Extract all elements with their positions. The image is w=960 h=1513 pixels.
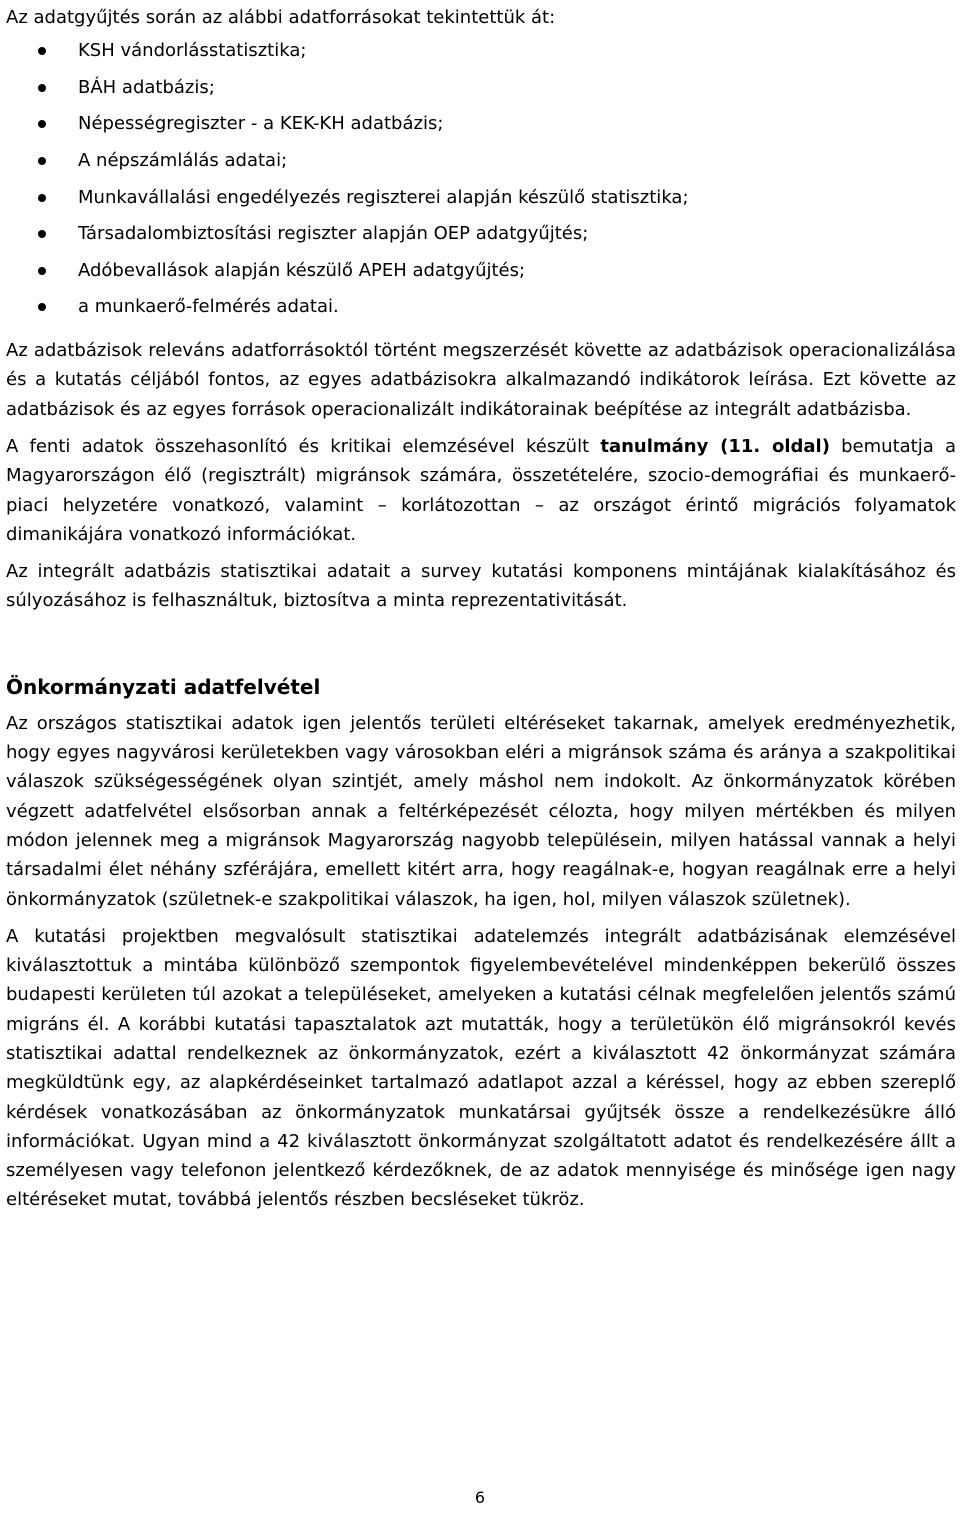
bullet-icon: [38, 230, 46, 238]
paragraph-operationalization: Az adatbázisok releváns adatforrásoktól történt megszerzését követte az adatbázisok operacionalizálása és a kutatás céljából fontos, az egyes adatbázisokra alkalmazandó indikátorok leírása. Ezt követte az adatbázisok és az egyes források operacionalizált indikátorainak beépítése az integrált adatbázisba.: [6, 340, 956, 420]
bullet-icon: [38, 267, 46, 275]
list-item-label: Adóbevallások alapján készülő APEH adatgyűjtés;: [78, 259, 526, 281]
paragraph-study: [6, 432, 956, 549]
page-content: [6, 0, 956, 1215]
intro-text: Az adatgyűjtés során az alábbi adatforrásokat tekintettük át:: [6, 7, 556, 28]
list-item-label: A népszámlálás adatai;: [78, 150, 288, 172]
list-item-label: a munkaerő-felmérés adatai.: [78, 296, 339, 318]
page-number: 6: [474, 1488, 486, 1507]
list-item-label: KSH vándorlásstatisztika;: [78, 40, 307, 62]
bullet-icon: [38, 157, 46, 165]
bullet-icon: [38, 194, 46, 202]
list-item: [6, 150, 956, 187]
paragraph-integrated-database: Az integrált adatbázis statisztikai adatait a survey kutatási komponens mintájának kialakításához és súlyozásához is felhasználtuk, biztosítva a minta reprezentativitását.: [6, 561, 956, 612]
paragraph-municipal-survey: Az országos statisztikai adatok igen jelentős területi eltéréseket takarnak, amelyek eredményezhetik, hogy egyes nagyvárosi kerületekben vagy városokban eléri a migránsok száma és aránya a szakpolitikai válaszok szükségességének olyan szintjét, amely máshol nem indokolt. Az önkormányzatok körében végzett adatfelvétel elsősorban annak a feltérképezését célozta, hogy milyen mértékben és milyen módon jelennek meg a migránsok Magyarország nagyobb településein, milyen hatással vannak a helyi társadalmi élet néhány szférájára, emellett kitért arra, hogy reagálnak-e, hogyan reagálnak erre a helyi önkormányzatok (születnek-e szakpolitikai válaszok, ha igen, hol, milyen válaszok születnek).: [6, 712, 956, 910]
paragraph-study-text: bemutatja a Magyarországon élő (regisztrált) migránsok számára, összetételére, szocio-demográfiai és munkaerő-piaci helyzetére vonatkozó, valamint – korlátozottan – az országot érintő migrációs folyamatok dimanikájára vonatkozó információkat.: [6, 435, 956, 545]
bullet-icon: [38, 120, 46, 128]
list-item: [6, 77, 956, 114]
paragraph-sample-selection: A kutatási projektben megvalósult statisztikai adatelemzés integrált adatbázisának elemzésével kiválasztottuk a mintába különböző szempontok figyelembevételével mindenképpen bekerülő összes budapesti kerületen túl azokat a településeket, amelyeken a kutatási célnak megfelelően jelentős számú migráns él. A korábbi kutatási tapasztalatok azt mutatták, hogy a területükön élő migránsokról kevés statisztikai adattal rendelkeznek az önkormányzatok, ezért a kiválasztott 42 önkormányzat számára megküldtünk egy, az alapkérdéseinket tartalmazó adatlapot azzal a kéréssel, hogy az ebben szereplő kérdések vonatkozásában az önkormányzatok munkatársai gyűjtsék össze a rendelkezésükre álló információkat. Ugyan mind a 42 kiválasztott önkormányzat szolgáltatott adatot és rendelkezésére állt a személyesen vagy telefonon jelentkező kérdezőknek, de az adatok mennyisége és minősége igen nagy eltéréseket mutat, továbbá jelentős részben becsléseket tükröz.: [6, 925, 956, 1211]
bullet-icon: [38, 47, 46, 55]
list-item: [6, 113, 956, 150]
list-item-label: Társadalombiztosítási regiszter alapján OEP adatgyűjtés;: [78, 223, 589, 245]
list-item: [6, 296, 956, 333]
section-heading: Önkormányzati adatfelvétel: [6, 674, 321, 699]
bullet-icon: [38, 303, 46, 311]
paragraph-study-text: A fenti adatok összehasonlító és kritikai elemzésével készült: [6, 435, 590, 457]
study-reference: tanulmány (11. oldal): [600, 435, 830, 457]
list-item: [6, 40, 956, 77]
list-item: [6, 223, 956, 260]
list-item-label: Népességregiszter - a KEK-KH adatbázis;: [78, 113, 444, 135]
list-item-label: BÁH adatbázis;: [78, 76, 215, 98]
list-item-label: Munkavállalási engedélyezés regiszterei alapján készülő statisztika;: [78, 186, 689, 208]
bullet-icon: [38, 84, 46, 92]
source-list: [6, 40, 956, 333]
list-item: [6, 187, 956, 224]
list-item: [6, 260, 956, 297]
